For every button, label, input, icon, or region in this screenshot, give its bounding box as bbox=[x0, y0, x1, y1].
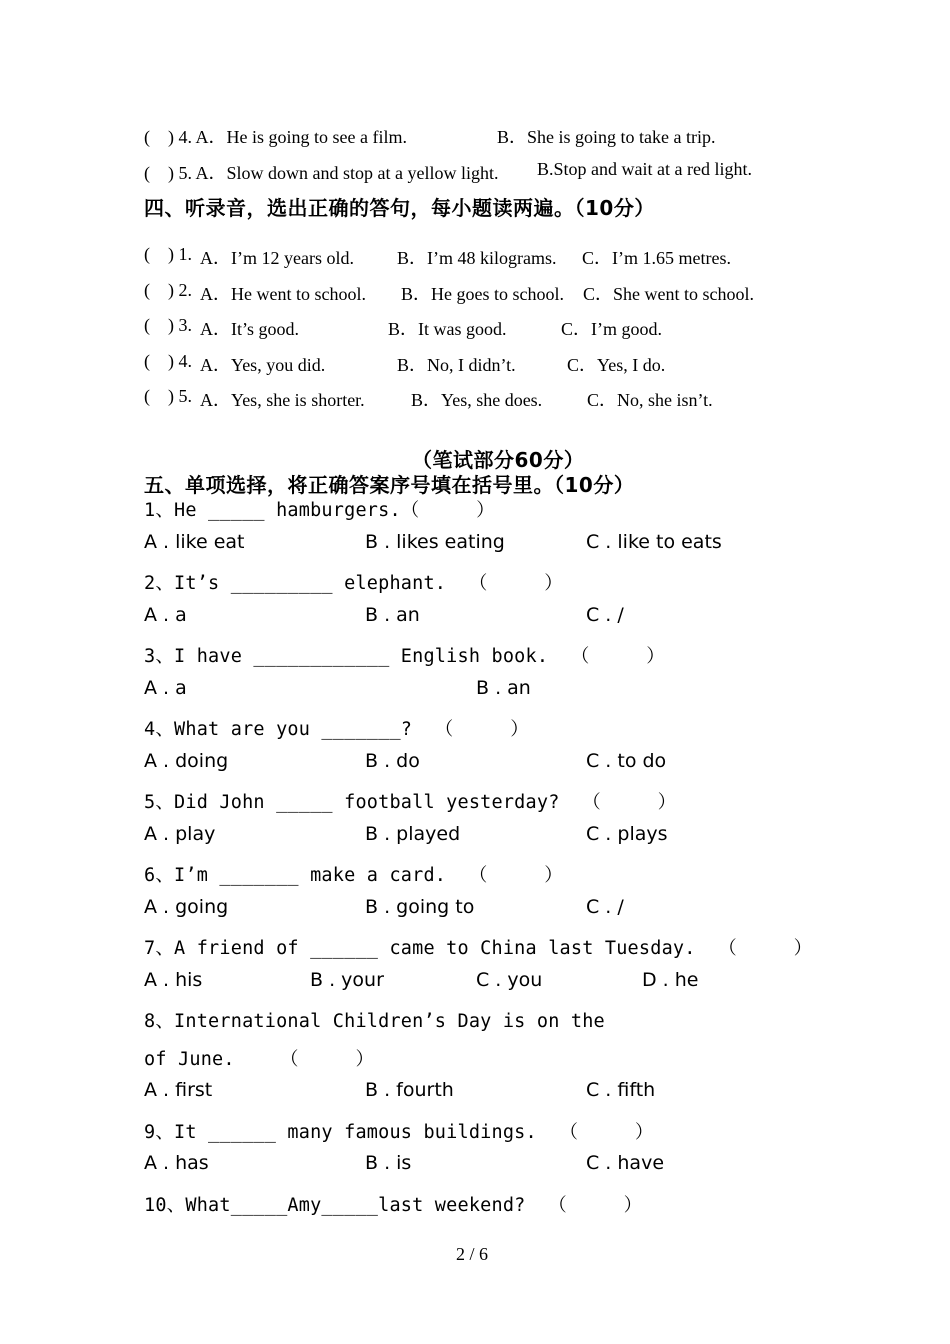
s5-q2-stem: 2、It’s _________ elephant. （ ） bbox=[144, 573, 563, 594]
s5-q7-option-d: D . he bbox=[642, 969, 699, 991]
s5-q8-option-a: A . first bbox=[144, 1079, 213, 1101]
s4-q2-number: ( ) 2. bbox=[144, 280, 192, 300]
s5-q4-stem: 4、What are you _______? （ ） bbox=[144, 719, 529, 740]
s5-q3-stem: 3、I have ____________ English book. （ ） bbox=[144, 646, 665, 667]
s5-q5-option-a: A . play bbox=[144, 823, 216, 845]
s5-q7-option-c: C . you bbox=[476, 969, 543, 991]
s5-q3-option-b: B . an bbox=[476, 677, 531, 699]
section4-heading: 四、听录音，选出正确的答句，每小题读两遍。（10分） bbox=[144, 196, 655, 220]
listening-q4-option-b: B．She is going to take a trip. bbox=[497, 127, 716, 147]
s4-q1-option-c: C．I’m 1.65 metres. bbox=[582, 248, 731, 268]
s4-q2-option-b: B．He goes to school. bbox=[401, 284, 564, 304]
listening-q4-stem: ( ) 4. A．He is going to see a film. bbox=[144, 127, 407, 147]
s5-q8-option-b: B . fourth bbox=[365, 1079, 454, 1101]
listening-q5-option-b: B.Stop and wait at a red light. bbox=[537, 159, 752, 179]
s5-q9-option-c: C . have bbox=[586, 1152, 665, 1174]
s4-q2-option-a: A．He went to school. bbox=[200, 284, 366, 304]
s4-q5-option-b: B．Yes, she does. bbox=[411, 390, 543, 410]
s5-q6-stem: 6、I’m _______ make a card. （ ） bbox=[144, 865, 563, 886]
listening-q5-stem: ( ) 5. A．Slow down and stop at a yellow light. bbox=[144, 163, 499, 183]
s5-q8-stem-line2: of June. （ ） bbox=[144, 1049, 375, 1070]
s5-q9-option-b: B . is bbox=[365, 1152, 412, 1174]
s4-q3-option-b: B．It was good. bbox=[388, 319, 507, 339]
s5-q2-option-a: A . a bbox=[144, 604, 187, 626]
s5-q1-option-b: B . likes eating bbox=[365, 531, 505, 553]
s5-q5-stem: 5、Did John _____ football yesterday? （ ） bbox=[144, 792, 677, 813]
s5-q5-option-b: B . played bbox=[365, 823, 461, 845]
s4-q3-number: ( ) 3. bbox=[144, 315, 192, 335]
s5-q8-option-c: C . fifth bbox=[586, 1079, 656, 1101]
s4-q5-option-a: A．Yes, she is shorter. bbox=[200, 390, 365, 410]
s5-q1-option-c: C . like to eats bbox=[586, 531, 722, 553]
written-part-title: （笔试部分60分） bbox=[412, 448, 585, 472]
s5-q10-stem: 10、What_____Amy_____last weekend? （ ） bbox=[144, 1195, 643, 1216]
s4-q5-option-c: C．No, she isn’t. bbox=[587, 390, 713, 410]
s5-q7-option-a: A . his bbox=[144, 969, 203, 991]
s5-q6-option-b: B . going to bbox=[365, 896, 475, 918]
page-number: 2 / 6 bbox=[456, 1244, 489, 1264]
s5-q7-stem: 7、A friend of ______ came to China last Tuesday. （ ） bbox=[144, 938, 813, 959]
s4-q1-option-a: A．I’m 12 years old. bbox=[200, 248, 354, 268]
s5-q4-option-b: B . do bbox=[365, 750, 420, 772]
s4-q2-option-c: C．She went to school. bbox=[583, 284, 754, 304]
s5-q1-stem: 1、He _____ hamburgers.（ ） bbox=[144, 500, 495, 521]
s4-q3-option-c: C．I’m good. bbox=[561, 319, 662, 339]
s4-q1-option-b: B．I’m 48 kilograms. bbox=[397, 248, 557, 268]
s5-q7-option-b: B . your bbox=[310, 969, 384, 991]
s5-q9-stem: 9、It ______ many famous buildings. （ ） bbox=[144, 1122, 654, 1143]
s5-q5-option-c: C . plays bbox=[586, 823, 668, 845]
s4-q1-number: ( ) 1. bbox=[144, 244, 192, 264]
s5-q2-option-c: C . / bbox=[586, 604, 624, 626]
s5-q6-option-a: A . going bbox=[144, 896, 229, 918]
section5-heading: 五、单项选择，将正确答案序号填在括号里。（10分） bbox=[144, 473, 635, 497]
s5-q1-option-a: A . like eat bbox=[144, 531, 245, 553]
s4-q5-number: ( ) 5. bbox=[144, 386, 192, 406]
s5-q9-option-a: A . has bbox=[144, 1152, 209, 1174]
s4-q4-number: ( ) 4. bbox=[144, 351, 192, 371]
s4-q4-option-c: C．Yes, I do. bbox=[567, 355, 666, 375]
s5-q4-option-c: C . to do bbox=[586, 750, 667, 772]
s4-q3-option-a: A．It’s good. bbox=[200, 319, 299, 339]
s5-q6-option-c: C . / bbox=[586, 896, 624, 918]
s4-q4-option-b: B．No, I didn’t. bbox=[397, 355, 516, 375]
s5-q4-option-a: A . doing bbox=[144, 750, 229, 772]
s5-q2-option-b: B . an bbox=[365, 604, 420, 626]
s5-q3-option-a: A . a bbox=[144, 677, 187, 699]
s4-q4-option-a: A．Yes, you did. bbox=[200, 355, 326, 375]
s5-q8-stem-line1: 8、International Children’s Day is on the bbox=[144, 1011, 605, 1032]
